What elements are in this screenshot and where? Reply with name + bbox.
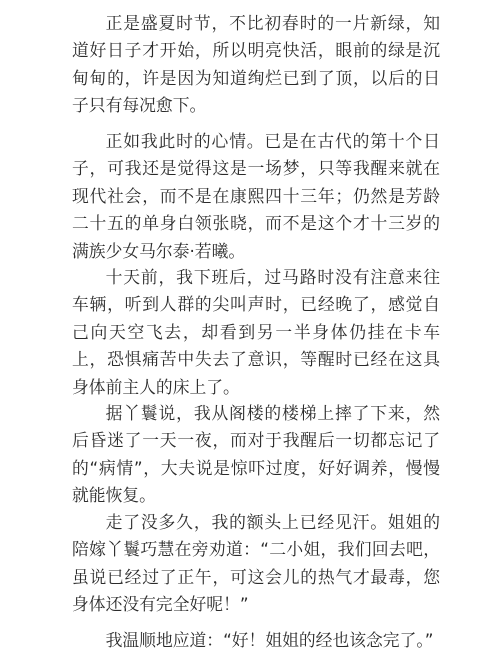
paragraph: 走了没多久，我的额头上已经见汗。姐姐的陪嫁丫鬟巧慧在旁劝道：“二小姐，我们回去吧，虽说已经过了正午，可这会儿的热气才最毒，您身体还没有完全好呢！” <box>72 512 440 615</box>
paragraph: 我温顺地应道：“好！姐姐的经也该念完了。” <box>105 630 434 650</box>
paragraph: 据丫鬟说，我从阁楼的楼梯上摔了下来，然后昏迷了一天一夜，而对于我醒后一切都忘记了的“病情”，大夫说是惊吓过度，好好调养，慢慢就能恢复。 <box>72 403 440 506</box>
paragraph: 正如我此时的心情。已是在古代的第十个日子，可我还是觉得这是一场梦，只等我醒来就在现代社会，而不是在康熙四十三年；仍然是芳龄二十五的单身白领张晓，而不是这个才十三岁的满族少女马尔泰·若曦。 <box>72 131 440 261</box>
paragraph: 十天前，我下班后，过马路时没有注意来往车辆，听到人群的尖叫声时，已经晚了，感觉自己向天空飞去，却看到另一半身体仍挂在卡车上，恐惧痛苦中失去了意识，等醒时已经在这具身体前主人的床上了。 <box>72 267 440 397</box>
paragraph: 正是盛夏时节，不比初春时的一片新绿，知道好日子才开始，所以明亮快活，眼前的绿是沉甸甸的，许是因为知道绚烂已到了顶，以后的日子只有每况愈下。 <box>72 13 440 116</box>
